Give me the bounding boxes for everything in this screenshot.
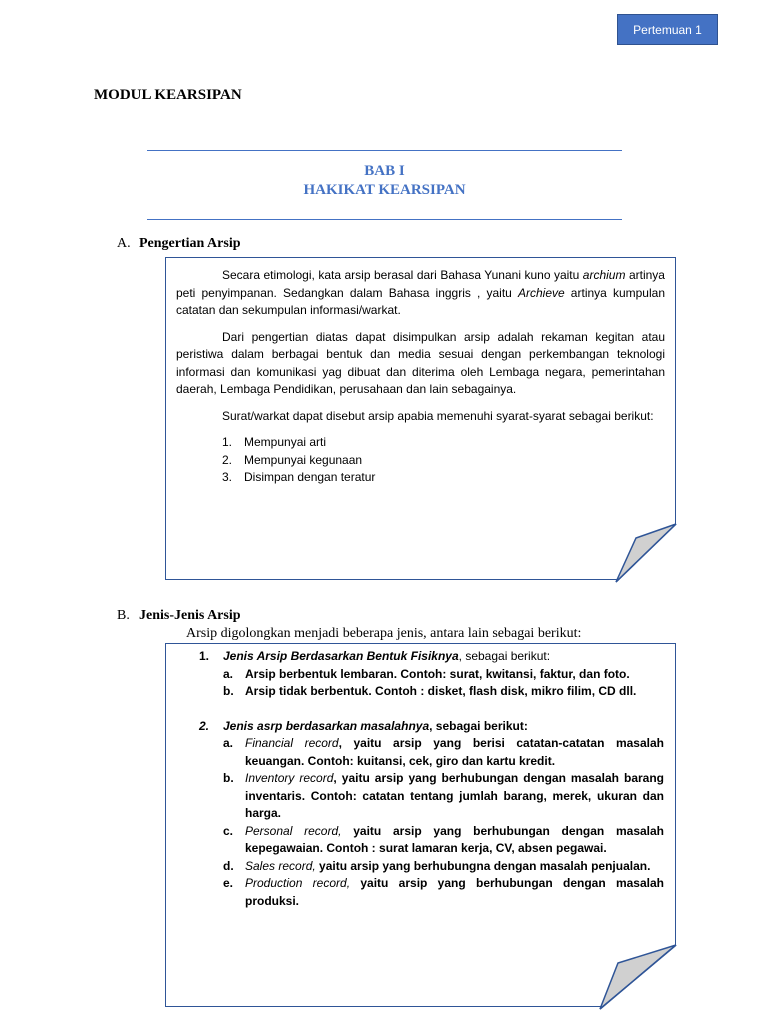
meeting-badge: Pertemuan 1 (617, 14, 718, 45)
list-item: d. Sales record, yaitu arsip yang berhubungna dengan masalah penjualan. (223, 858, 651, 873)
requirements-list (222, 434, 665, 487)
list-item: b. Arsip tidak berbentuk. Contoh : disket, flash disk, mikro filim, CD dll. (223, 684, 637, 698)
chapter-title: HAKIKAT KEARSIPAN (303, 182, 466, 198)
section-b-heading (117, 608, 241, 624)
page-curl-icon (612, 520, 680, 584)
group-1-list (223, 666, 664, 701)
list-item: 2. Mempunyai kegunaan (222, 452, 363, 467)
section-b-number: B. (117, 608, 130, 623)
list-item: a. Financial record, yaitu arsip yang berisi catatan-catatan masalah keuangan. Contoh: kuitansi, cek, giro dan kartu kredit. (223, 736, 664, 768)
group-1: 1. Jenis Arsip Berdasarkan Bentuk Fisiknya, sebagai berikut: a. Arsip berbentuk lembaran. Contoh: surat, kwitansi, faktur, dan foto. b. Arsip tidak berbentuk. Contoh : disket, flash disk, mikro filim, CD dll. (199, 648, 664, 701)
group-2: 2. Jenis asrp berdasarkan masalahnya, sebagai berikut: a. Financial record, yaitu arsip yang berisi catatan-catatan masalah keuangan. Contoh: kuitansi, cek, giro dan kartu kredit. b. Inventory record, yaitu arsip yang berhubungan dengan masalah barang inventaris. Contoh: catatan tentang jumlah barang, merek, ukuran dan harga. c. Personal record, yaitu arsip yang berhubungan dengan masalah kepegawaian. Contoh : surat lamaran kerja, CV, absen pegawai. d. Sales record, yaitu arsip yang berhubungna dengan masalah penjualan. e. Production record, yaitu arsip yang berhubungan dengan masalah produksi. (199, 718, 664, 911)
top-divider (147, 150, 622, 151)
module-title: MODUL KEARSIPAN (94, 87, 242, 103)
section-a-heading (117, 236, 241, 252)
etymology-paragraph: Secara etimologi, kata arsip berasal dari Bahasa Yunani kuno yaitu archium artinya peti penyimpanan. Sedangkan dalam Bahasa inggris , yaitu Archieve artinya kumpulan catatan dan sekumpulan informasi/warkat. (176, 268, 665, 317)
bottom-divider (147, 219, 622, 220)
list-item: c. Personal record, yaitu arsip yang berhubungan dengan masalah kepegawaian. Contoh : surat lamaran kerja, CV, absen pegawai. (223, 823, 665, 855)
section-a-title: Pengertian Arsip (139, 236, 241, 251)
list-item: b. Inventory record, yaitu arsip yang berhubungan dengan masalah barang inventaris. Contoh: catatan tentang jumlah barang, merek, ukuran dan harga. (223, 771, 664, 820)
definition-box (165, 257, 676, 580)
definition-paragraph: Dari pengertian diatas dapat disimpulkan arsip adalah rekaman kegitan atau peristiwa dalam berbagai bentuk dan media sesuai dengan perkembangan teknologi informasi dan komunikasi yag dibuat dan diterima oleh Lembaga negara, pemerintahan daerah, Lembaga Pendidikan, perusahaan dan lain sebagainya. (176, 329, 665, 396)
chapter-number: BAB I (364, 163, 405, 179)
section-a-number: A. (117, 236, 131, 251)
requirements-paragraph: Surat/warkat dapat disebut arsip apabia memenuhi syarat-syarat sebagai berikut: (222, 408, 654, 423)
list-item: 3. Disimpan dengan teratur (222, 470, 376, 484)
group-1-title: Jenis Arsip Berdasarkan Bentuk Fisiknya (223, 649, 459, 663)
list-item: e. Production record, yaitu arsip yang berhubungan dengan masalah produksi. (223, 876, 664, 908)
group-2-list (223, 735, 664, 910)
section-b-intro: Arsip digolongkan menjadi beberapa jenis, antara lain sebagai berikut: (186, 626, 582, 641)
section-b-title: Jenis-Jenis Arsip (139, 608, 241, 623)
list-item: 1. Mempunyai arti (222, 435, 327, 449)
chapter-heading (147, 162, 622, 200)
list-item: a. Arsip berbentuk lembaran. Contoh: surat, kwitansi, faktur, dan foto. (223, 666, 630, 681)
group-2-title: Jenis asrp berdasarkan masalahnya (223, 718, 430, 733)
page-curl-icon (596, 941, 680, 1011)
